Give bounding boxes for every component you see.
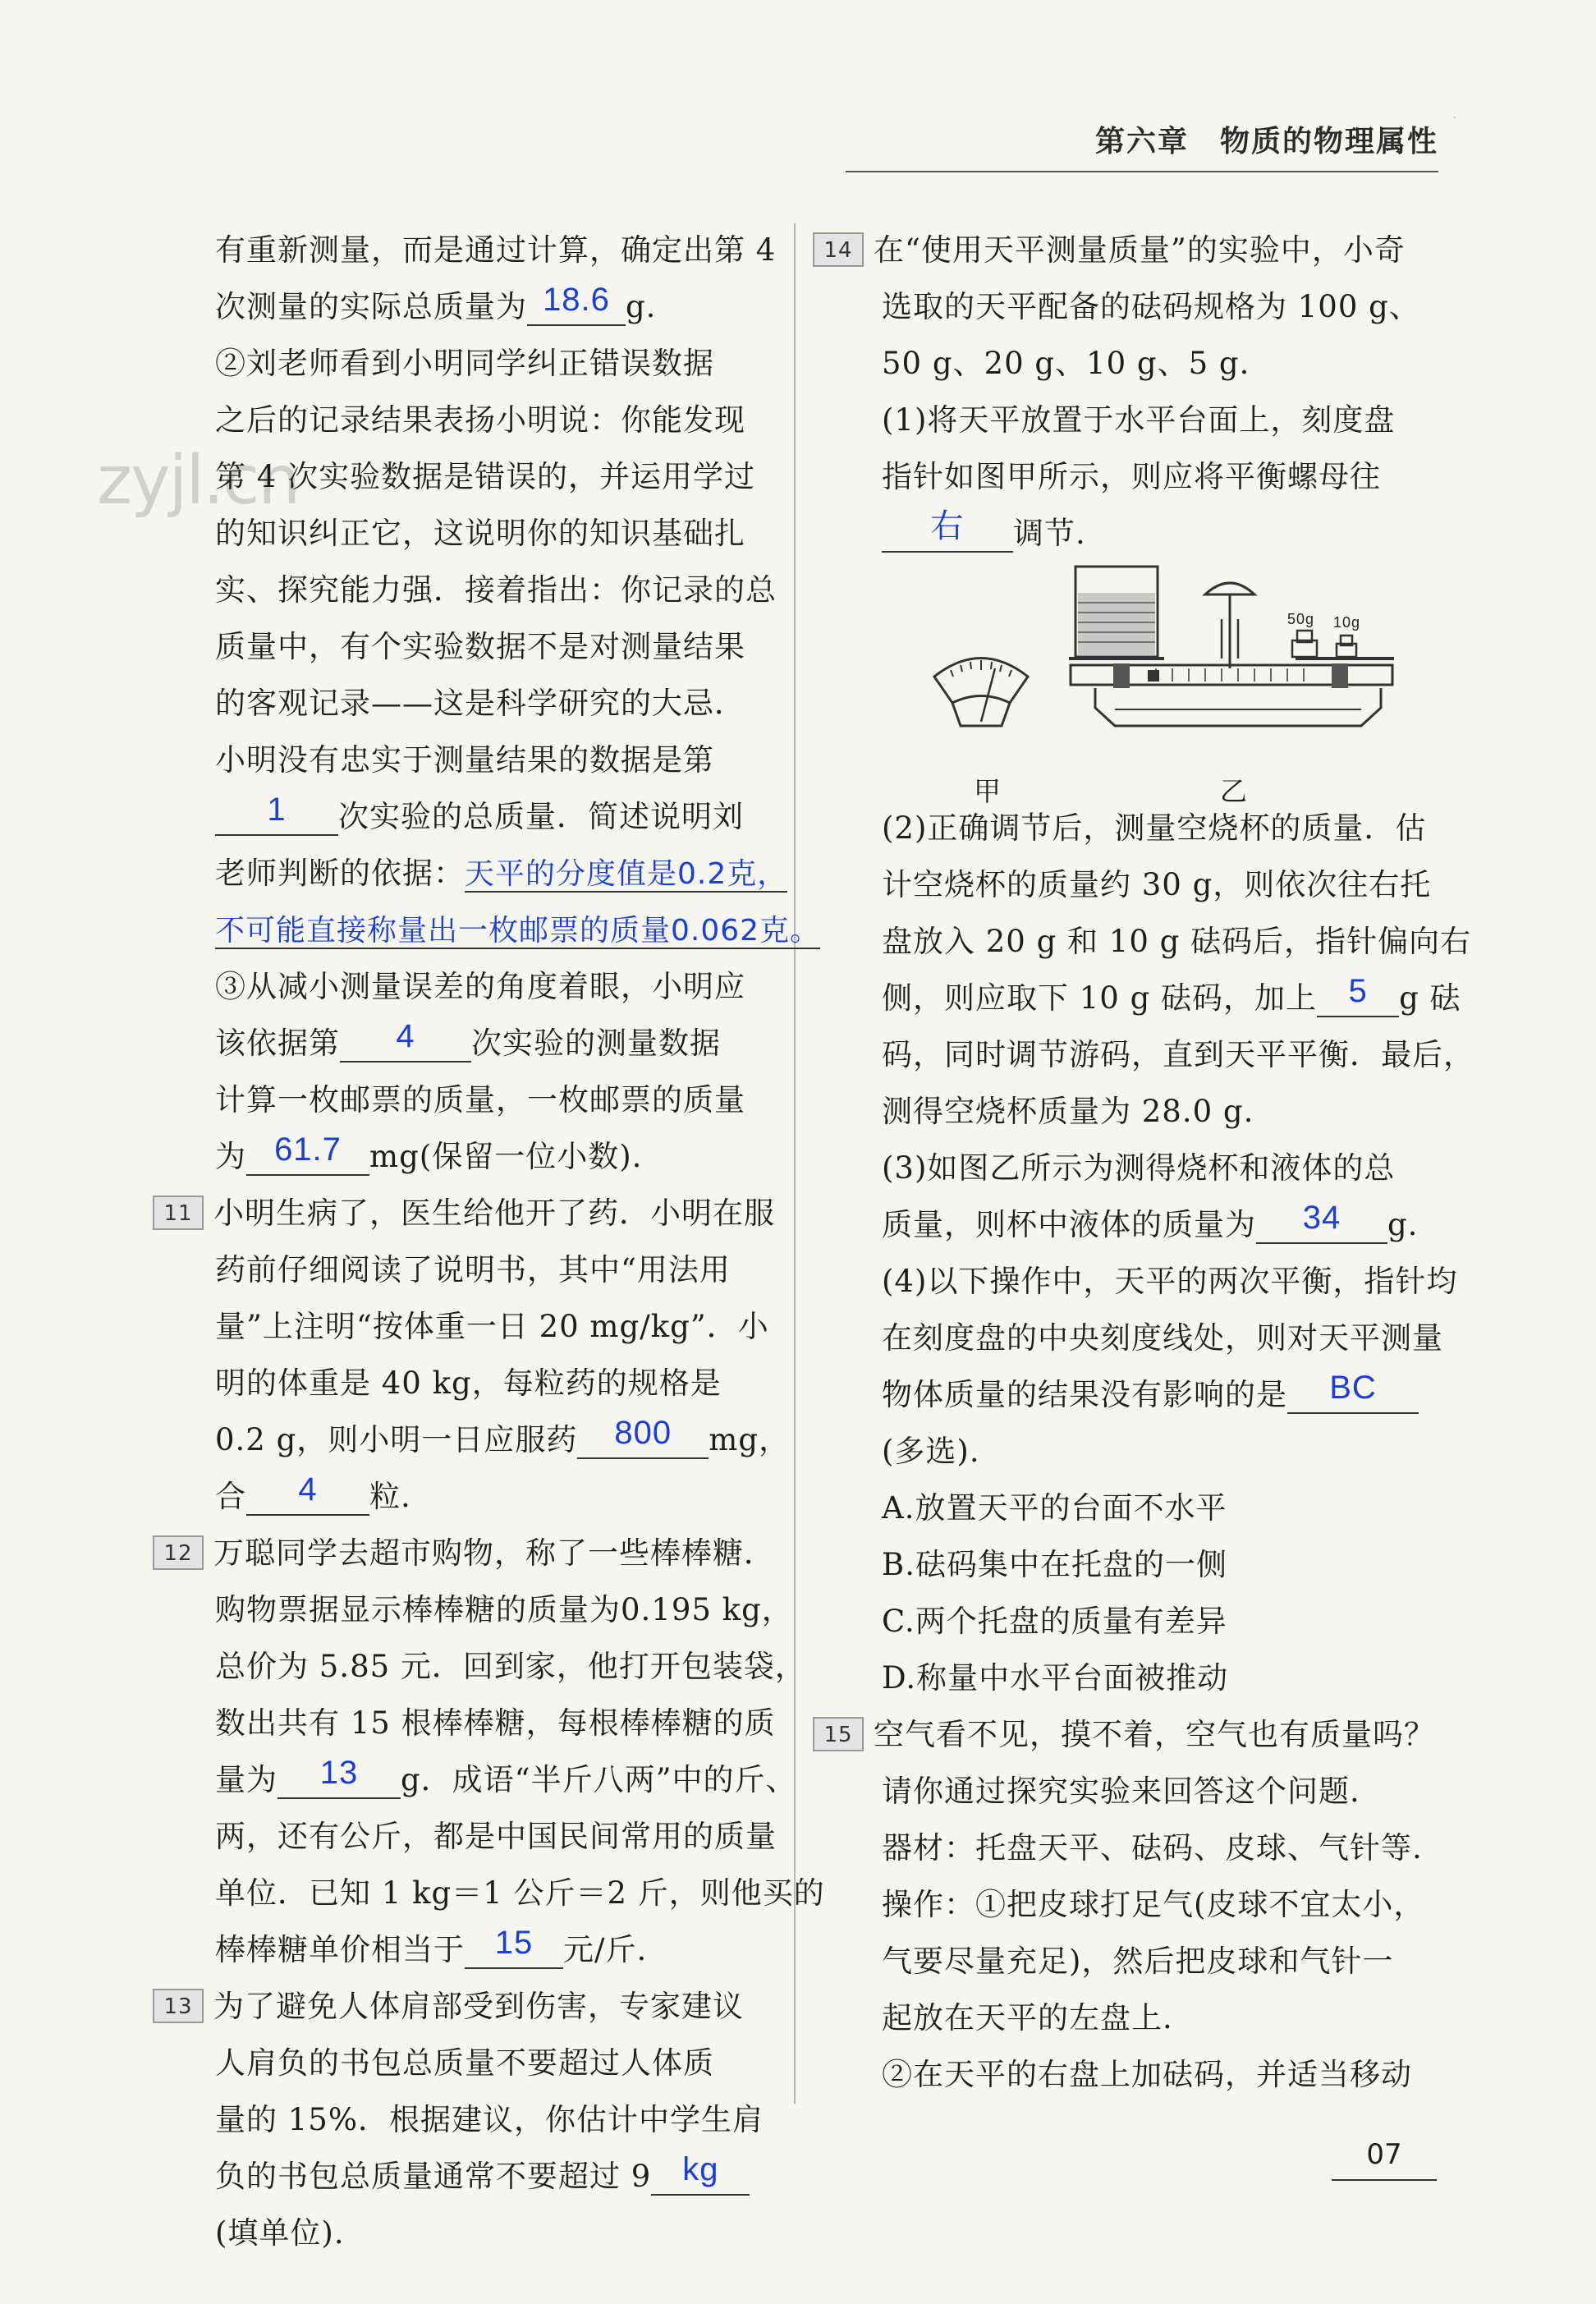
text: 合	[215, 1479, 246, 1514]
text: 0.2 g，则小明一日应服药	[215, 1422, 578, 1457]
text: g.	[1387, 1207, 1419, 1242]
text-line	[215, 2148, 782, 2205]
text-line	[215, 562, 782, 618]
text-line	[215, 448, 782, 505]
text-line	[215, 1751, 797, 1808]
text: 为	[215, 1139, 246, 1174]
text: 药前仔细阅读了说明书，其中“用法用	[215, 1252, 731, 1287]
text-line	[163, 1978, 782, 2035]
balance-figure-yi	[1066, 562, 1394, 750]
text: 实、探究能力强．接着指出：你记录的总	[215, 572, 777, 608]
text: 50 g、20 g、10 g、5 g.	[882, 346, 1250, 381]
text-line	[215, 505, 782, 562]
text-line	[813, 1706, 1445, 1763]
text: 两，还有公斤，都是中国民间常用的质量	[215, 1819, 777, 1854]
text-line	[813, 392, 1445, 448]
figure-label-yi: 乙	[1220, 775, 1248, 807]
answer-blank	[651, 2148, 750, 2196]
text: 器材：托盘天平、砝码、皮球、气针等.	[882, 1830, 1423, 1866]
question-number: 12	[153, 1535, 204, 1570]
text: 在“使用天平测量质量”的实验中，小奇	[874, 232, 1406, 268]
text-line	[813, 1196, 1445, 1253]
text: 请你通过探究实验来回答这个问题.	[882, 1774, 1360, 1809]
text: B.砝码集中在托盘的一侧	[882, 1547, 1227, 1582]
text: 粒.	[369, 1479, 411, 1514]
text: 量”上注明“按体重一日 20 mg/kg”．小	[215, 1309, 769, 1344]
text-line	[813, 970, 1461, 1026]
text: 之后的记录结果表扬小明说：你能发现	[215, 402, 745, 438]
text-line	[215, 1015, 782, 1072]
option-a	[813, 1480, 1445, 1536]
option-b	[813, 1536, 1445, 1593]
text: 次实验的总质量．简述说明刘	[338, 799, 744, 834]
text-line	[813, 505, 1445, 562]
option-d	[813, 1650, 1445, 1706]
handwritten-answer: 13	[319, 1755, 359, 1791]
question-number: 13	[153, 1989, 204, 2023]
text-line	[813, 2046, 1445, 2103]
text: ③从减小测量误差的角度着眼，小明应	[215, 969, 745, 1004]
chapter-title: 第六章 物质的物理属性	[1094, 125, 1438, 158]
weight-label-10g: 10g	[1333, 614, 1361, 631]
text: 人肩负的书包总质量不要超过人体质	[215, 2045, 714, 2081]
text: 明的体重是 40 kg，每粒药的规格是	[215, 1365, 722, 1401]
question-number: 15	[813, 1717, 864, 1751]
text-line	[215, 845, 788, 902]
text: 次测量的实际总质量为	[215, 289, 527, 324]
text: 盘放入 20 g 和 10 g 砝码后，指针偏向右	[882, 924, 1472, 959]
text: 负的书包总质量通常不要超过 9	[215, 2159, 652, 2194]
text: 万聪同学去超市购物，称了一些棒棒糖．	[213, 1535, 775, 1571]
handwritten-answer: 不可能直接称量出一枚邮票的质量0.062克。	[215, 914, 821, 948]
text-line	[813, 1933, 1445, 1990]
text-line	[813, 1423, 1445, 1480]
handwritten-answer: 4	[396, 1018, 415, 1054]
text: g.	[626, 289, 657, 324]
text: 单位．已知 1 kg＝1 公斤＝2 斤，则他买的	[215, 1875, 825, 1911]
text: 量的 15%．根据建议，你估计中学生肩	[215, 2102, 764, 2137]
text-line	[215, 1695, 782, 1751]
text-line	[813, 1083, 1445, 1140]
text-line	[215, 278, 782, 335]
text-line	[813, 913, 1472, 970]
text: D.称量中水平台面被推动	[882, 1660, 1229, 1696]
handwritten-answer: 34	[1302, 1200, 1341, 1236]
answer-blank	[882, 505, 1013, 553]
text-line	[813, 1140, 1445, 1196]
text: 质量中，有个实验数据不是对测量结果	[215, 629, 745, 664]
answer-blank	[246, 1128, 369, 1176]
text: 计算一枚邮票的质量，一枚邮票的质量	[215, 1082, 745, 1118]
text: 调节.	[1013, 516, 1086, 551]
text-line	[215, 335, 782, 392]
answer-blank	[1287, 1366, 1419, 1414]
text: 计空烧杯的质量约 30 g，则依次往右托	[882, 867, 1432, 902]
text: 老师判断的依据：	[215, 856, 465, 891]
text: 该依据第	[215, 1026, 340, 1061]
text-line	[215, 1865, 825, 1921]
text-line	[215, 1355, 782, 1411]
handwritten-answer: 800	[614, 1415, 672, 1451]
text: 元/斤.	[563, 1932, 648, 1967]
text: C.两个托盘的质量有差异	[882, 1604, 1227, 1639]
column-divider	[794, 223, 796, 2104]
question-number: 11	[153, 1196, 204, 1230]
answer-blank	[246, 1468, 369, 1516]
text: g 砝	[1399, 980, 1461, 1016]
text-line	[215, 1581, 793, 1638]
answer-blank	[215, 788, 338, 836]
text: 小明没有忠实于测量结果的数据是第	[215, 742, 714, 778]
option-c	[813, 1593, 1445, 1650]
answer-blank	[277, 1751, 401, 1799]
dial-figure-jia	[928, 644, 1034, 742]
text-line	[215, 1128, 782, 1185]
watermark: zyjl.cn	[97, 442, 300, 520]
text-line	[215, 392, 782, 448]
text: (4)以下操作中，天平的两次平衡，指针均	[882, 1264, 1458, 1299]
text: 棒棒糖单价相当于	[215, 1932, 465, 1967]
handwritten-answer: 天平的分度值是0.2克，	[465, 857, 788, 891]
text: 指针如图甲所示，则应将平衡螺母往	[882, 459, 1381, 494]
text-line	[813, 278, 1445, 335]
handwritten-answer: 5	[1348, 973, 1368, 1009]
text-line	[215, 2091, 782, 2148]
text-line	[215, 788, 782, 845]
text: A.放置天平的台面不水平	[882, 1490, 1227, 1526]
text: 起放在天平的左盘上.	[882, 2000, 1173, 2036]
text-line	[813, 448, 1445, 505]
text-line	[215, 1298, 782, 1355]
text: 为了避免人体肩部受到伤害，专家建议	[213, 1989, 744, 2024]
right-column	[813, 222, 1474, 2103]
text-line	[215, 1411, 791, 1468]
question-number: 14	[813, 232, 864, 267]
text-line	[813, 335, 1445, 392]
text-line	[215, 902, 821, 958]
text-line	[163, 1185, 782, 1241]
page-number: 07	[1332, 2132, 1437, 2181]
text-line	[215, 1468, 782, 1525]
text: ②在天平的右盘上加砝码，并适当移动	[882, 2057, 1412, 2092]
answer-blank	[340, 1015, 471, 1063]
weight-label-50g: 50g	[1287, 611, 1315, 627]
text-line	[215, 675, 782, 732]
text-line	[813, 1820, 1445, 1876]
handwritten-answer: 1	[267, 792, 287, 828]
handwritten-answer: 4	[298, 1471, 318, 1508]
handwritten-answer: 15	[494, 1925, 534, 1961]
text: 小明生病了，医生给他开了药．小明在服	[213, 1196, 775, 1231]
text: 的客观记录——这是科学研究的大忌．	[215, 686, 745, 721]
text: g．成语“半斤八两”中的斤、	[401, 1762, 797, 1797]
text-line	[163, 1525, 782, 1581]
text: 码，同时调节游码，直到天平平衡．最后，	[882, 1037, 1474, 1072]
text: (填单位).	[215, 2215, 345, 2251]
text-line	[813, 856, 1445, 913]
handwritten-answer: BC	[1329, 1370, 1377, 1406]
answer-blank	[1256, 1196, 1387, 1244]
text-line	[813, 1026, 1474, 1083]
text: (多选).	[882, 1434, 980, 1469]
text-line	[813, 222, 1445, 278]
text: 侧，则应取下 10 g 砝码，加上	[882, 980, 1318, 1016]
text: 有重新测量，而是通过计算，确定出第 4	[215, 232, 777, 268]
answer-blank	[527, 278, 626, 326]
text-line	[215, 2035, 782, 2091]
text: 测得空烧杯质量为 28.0 g.	[882, 1094, 1254, 1129]
page-header	[846, 112, 1456, 172]
text: ②刘老师看到小明同学纠正错误数据	[215, 346, 714, 381]
figure-area	[813, 562, 1445, 807]
header-dot: ·	[1452, 112, 1456, 125]
text-line	[813, 1310, 1445, 1366]
text-line	[813, 1763, 1445, 1820]
text-line	[215, 2205, 782, 2261]
text: 在刻度盘的中央刻度线处，则对天平测量	[882, 1320, 1443, 1356]
handwritten-answer: 右	[930, 508, 965, 544]
handwritten-answer: 18.6	[543, 282, 610, 318]
text: 质量，则杯中液体的质量为	[882, 1207, 1256, 1242]
text: 的知识纠正它，这说明你的知识基础扎	[215, 516, 745, 551]
answer-blank	[465, 1921, 563, 1969]
text: (1)将天平放置于水平台面上，刻度盘	[882, 402, 1396, 438]
text: 物体质量的结果没有影响的是	[882, 1377, 1287, 1412]
text: 第 4 次实验数据是错误的，并运用学过	[215, 459, 756, 494]
text: mg(保留一位小数).	[369, 1139, 643, 1174]
answer-blank	[577, 1411, 709, 1459]
text-line	[215, 1638, 806, 1695]
text: 购物票据显示棒棒糖的质量为0.195 kg，	[215, 1592, 793, 1627]
text: 选取的天平配备的砝码规格为 100 g、	[882, 289, 1420, 324]
text: 空气看不见，摸不着，空气也有质量吗？	[874, 1717, 1435, 1752]
text-line	[215, 1921, 782, 1978]
text: mg，	[709, 1422, 791, 1457]
handwritten-answer: kg	[682, 2151, 719, 2187]
text-line	[215, 1808, 782, 1865]
text-line	[215, 1072, 782, 1128]
text-line	[813, 1366, 1445, 1423]
answer-blank	[1317, 970, 1399, 1017]
text: 次实验的测量数据	[471, 1026, 721, 1061]
handwritten-answer: 61.7	[274, 1131, 342, 1168]
text: 数出共有 15 根棒棒糖，每根棒棒糖的质	[215, 1705, 776, 1741]
text-line	[215, 732, 782, 788]
text-line	[813, 1990, 1445, 2046]
text: 总价为 5.85 元．回到家，他打开包装袋，	[215, 1649, 806, 1684]
text-line	[813, 1253, 1458, 1310]
text-line	[215, 1241, 782, 1298]
text-line	[215, 958, 782, 1015]
text-line	[813, 1876, 1445, 1933]
text-line	[813, 800, 1445, 856]
text: (3)如图乙所示为测得烧杯和液体的总	[882, 1150, 1396, 1186]
text: 气要尽量充足)，然后把皮球和气针一	[882, 1944, 1394, 1979]
text-line	[215, 618, 782, 675]
text: 操作：①把皮球打足气(皮球不宜太小，	[882, 1887, 1425, 1922]
text-line	[215, 222, 782, 278]
text: (2)正确调节后，测量空烧杯的质量．估	[882, 810, 1427, 846]
figure-label-jia: 甲	[974, 775, 1002, 807]
text: 量为	[215, 1762, 277, 1797]
